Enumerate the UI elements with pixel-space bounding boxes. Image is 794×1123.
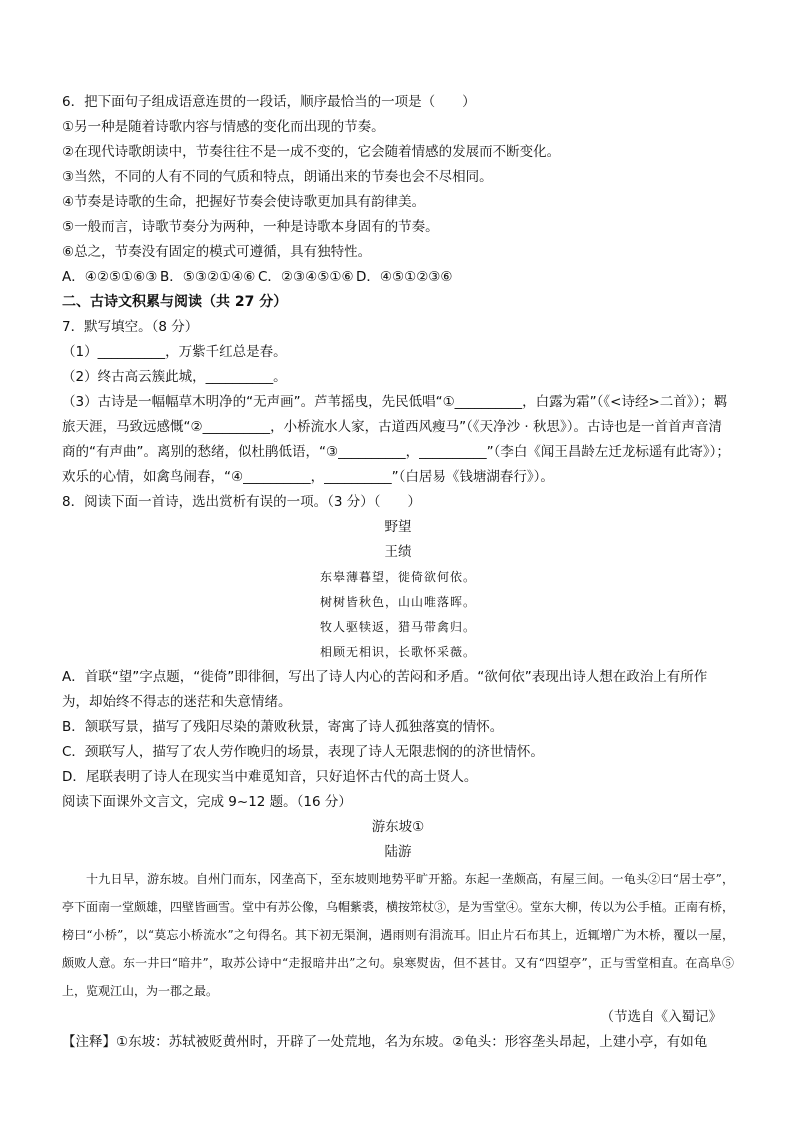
exam-page — [62, 90, 734, 1055]
passage-body: 十九日早，游东坡。自州门而东，冈垄高下，至东坡则地势平旷开豁。东起一垄颇高，有屋三间。一龟头②曰“居士亭”，亭下面南一堂颇雄，四壁皆画雪。堂中有苏公像，乌帽紫裘，横按筇杖③，是为雪堂④。堂东大柳，传以为公手植。正南有桥，榜曰“小桥”，以“莫忘小桥流水”之句得名。其下初无渠涧，遇雨则有涓流耳。旧止片石布其上，近辄增广为木桥，覆以一屋，颇败人意。东一井曰“暗井”，取苏公诗中“走报暗井出”之句。泉寒熨齿，但不甚甘。又有“四望亭”，正与雪堂相直。在高阜⑤上，览观江山，为一郡之最。 — [62, 872, 735, 998]
q8-option-d[interactable]: D．尾联表明了诗人在现实当中难觅知音，只好追怀古代的高士贤人。 — [62, 769, 478, 785]
q6-options — [62, 265, 734, 290]
q6-sentence-6: ⑥总之，节奏没有固定的模式可遵循，具有独特性。 — [62, 244, 372, 260]
q7-stem: 7．默写填空。（8 分） — [62, 319, 199, 335]
passage-title: 游东坡① — [371, 819, 425, 835]
poem-author: 王绩 — [384, 544, 412, 560]
poem-line: 东皋薄暮望，徙倚欲何依。 — [319, 570, 476, 584]
poem-line: 树树皆秋色，山山唯落晖。 — [319, 595, 476, 609]
q8-stem: 8．阅读下面一首诗，选出赏析有误的一项。（3 分）（ ） — [62, 494, 421, 510]
q6-option-b[interactable]: B．⑤③②①④⑥ — [160, 269, 256, 285]
q8-option-b[interactable]: B．颔联写景，描写了残阳尽染的萧败秋景，寄寓了诗人孤独落寞的情怀。 — [62, 719, 504, 735]
passage-author: 陆游 — [384, 844, 412, 860]
q6-sentence-1: ①另一种是随着诗歌内容与情感的变化而出现的节奏。 — [62, 119, 385, 135]
passage-source: （节选自《入蜀记》 — [600, 1009, 722, 1025]
poem-line: 牧人驱犊返，猎马带禽归。 — [319, 620, 476, 634]
q8-option-c[interactable]: C．颈联写人，描写了农人劳作晚归的场景，表现了诗人无限悲悯的的济世情怀。 — [62, 744, 544, 760]
poem-title: 野望 — [384, 519, 412, 535]
q6-option-d[interactable]: D．④⑤①②③⑥ — [356, 269, 453, 285]
q7-item-2: （2）终古高云簇此城，__________。 — [62, 369, 287, 385]
q6-option-c[interactable]: C．②③④⑤①⑥ — [258, 269, 354, 285]
q6-sentence-2: ②在现代诗歌朗读中，节奏往往不是一成不变的，它会随着情感的发展而不断变化。 — [62, 144, 561, 160]
q6-sentence-4: ④节奏是诗歌的生命，把握好节奏会使诗歌更加具有韵律美。 — [62, 194, 426, 210]
section-heading: 二、古诗文积累与阅读（共 27 分） — [62, 294, 288, 310]
q6-stem: 6．把下面句子组成语意连贯的一段话，顺序最恰当的一项是（ ） — [62, 94, 476, 110]
q7-item-3: （3）古诗是一幅幅草木明净的“无声画”。芦苇摇曳，先民低唱“①__________，白露为霜”（《<诗经>二首》）；羁旅天涯，马致远感慨“②__________，小桥流水人家，古道西风瘦马”（《天净沙 · 秋思》）。古诗也是一首首声音清商的“有声曲”。离别的愁绪，似杜鹃低语，“③__________，__________”（李白《闻王昌龄左迁龙标遥有此寄》）；欢乐的心情，如禽鸟闹春，“④__________，__________”（白居易《钱塘湖春行》）。 — [62, 394, 730, 485]
poem-line: 相顾无相识，长歌怀采薇。 — [319, 645, 476, 659]
passage-note: 【注释】①东坡：苏轼被贬黄州时，开辟了一处荒地，名为东坡。②龟头：形容垄头昂起，上建小亭，有如龟 — [62, 1034, 708, 1050]
q7-item-1: （1）__________，万紫千红总是春。 — [62, 344, 287, 360]
reading-intro: 阅读下面课外文言文，完成 9~12 题。（16 分） — [62, 794, 352, 810]
q6-sentence-5: ⑤一般而言，诗歌节奏分为两种，一种是诗歌本身固有的节奏。 — [62, 219, 439, 235]
q8-option-a[interactable]: A．首联“望”字点题，“徙倚”即徘徊，写出了诗人内心的苦闷和矛盾。“欲何依”表现出诗人想在政治上有所作为，却始终不得志的迷茫和失意情绪。 — [62, 669, 708, 710]
q6-sentence-3: ③当然，不同的人有不同的气质和特点，朗诵出来的节奏也会不尽相同。 — [62, 169, 493, 185]
q6-option-a[interactable]: A．④②⑤①⑥③ — [62, 269, 158, 285]
